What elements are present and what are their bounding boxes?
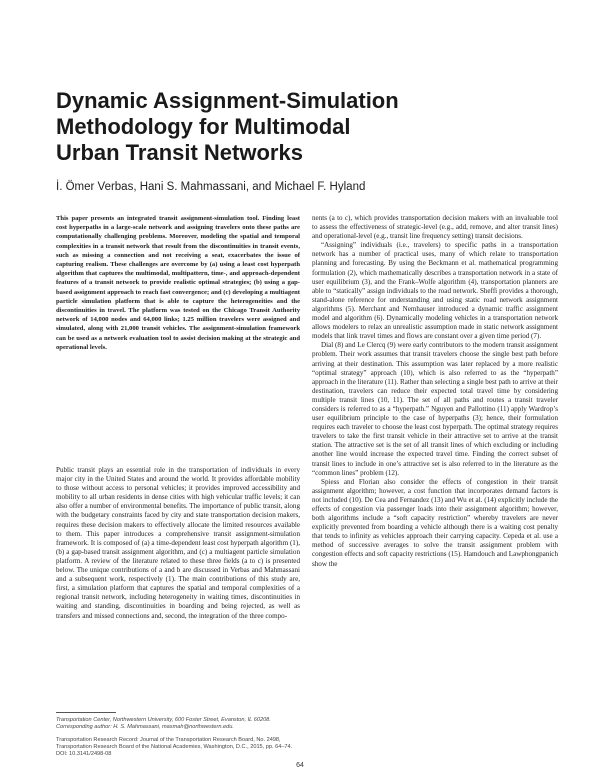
title-line-3: Urban Transit Networks [56,140,303,165]
author-list: İ. Ömer Verbas, Hani S. Mahmassani, and Michael F. Hyland [56,181,366,193]
body-paragraph: Dial (8) and Le Clercq (9) were early contributors to the modern transit assignment problem. Their work assumes that transit travelers choose the single best path before arriving at their destination. This assumption was later replaced by a more realistic “optimal strategy” approach (10), which is also referred to as the “hyperpath” approach in the literature (11). Rather than selecting a single best path to arrive at their destination, travelers can reduce their expected total travel time by considering multiple transit lines (10, 11). The set of all paths and routes a transit traveler considers is referred to as a “hyperpath.” Nguyen and Pallottino (11) apply Wardrop’s user equilibrium principle to the case of hyperpaths (3); hence, their formulation requires each traveler to choose the least cost hyperpath. The optimal strategy requires travelers to take the first transit vehicle in their attractive set to arrive at the transit station. The attractive set is the set of all transit lines of which excluding or including another line would increase the expected travel time. Finding the correct subset of transit lines to include in one’s attractive set is also referred to in the literature as the “common lines” problem (12). [312,341,558,477]
left-column-body [56,466,300,621]
right-column-body [312,214,558,569]
body-paragraph: Public transit plays an essential role in the transportation of individuals in every major city in the United States and around the world. It provides affordable mobility to those without access to personal vehicles; it provides improved accessibility and mobility to all urban residents in dense cities with high vehicular traffic levels; it can also offer a number of environmental benefits. The importance of public transit, along with the budgetary constraints faced by city and state transportation decision makers, requires these decision makers to effectively allocate the limited resources available to them. This paper introduces a comprehensive transit assignment-simulation framework. It is composed of (a) a time-dependent least cost hyperpath algorithm (1), (b) a gap-based transit assignment algorithm, and (c) a multiagent particle simulation platform. A review of the literature related to these three fields (a to c) is presented below. The unique contributions of a and b are discussed in Verbas and Mahmassani and a subsequent work, respectively (1). The main contributions of this study are, first, a simulation platform that captures the spatial and temporal complexities of a regional transit network, including heterogeneity in waiting times, discontinuities in waiting and standing, discontinuities in boarding and being rejected, as well as transfers and missed connections and, second, the integration of the three compo- [56,466,301,620]
body-paragraph: Spiess and Florian also consider the effects of congestion in their transit assignment algorithm; however, a cost function that incorporates demand factors is not included (10). De Cea and Fernandez (13) and Wu et al. (14) explicitly include the effects of congestion via passenger loads into their assignment algorithm; however, both algorithms include a “soft capacity restriction” whereby travelers are never explicitly prevented from boarding a vehicle although there is a waiting cost penalty that tends to infinity as vehicles approach their carrying capacity. Cepeda et al. use a method of successive averages to solve the transit assignment problem with congestion effects and soft capacity restrictions (15). Hamdouch and Lawphongpanich show the [312,477,558,568]
footnote-divider [56,712,116,713]
page-number: 64 [296,762,304,769]
affiliation-footnote: Transportation Center, Northwestern University, 600 Foster Street, Evanston, IL 60208. Corresponding author: H. S. Mahmassani, masmah@northwestern.edu. [56,717,271,731]
title-line-1: Dynamic Assignment-Simulation [56,88,399,113]
body-paragraph: nents (a to c), which provides transportation decision makers with an invaluable tool to assess the effectiveness of strategic-level (e.g., add, remove, and alter transit lines) and operational-level (e.g., transit line frequency setting) transit decisions. [312,214,558,241]
title-line-2: Methodology for Multimodal [56,114,351,139]
abstract: This paper presents an integrated transit assignment-simulation tool. Finding least cost hyperpaths in a large-scale network and assigning travelers onto these paths are computationally challenging problems. Moreover, modeling the spatial and temporal complexities in a transit network that result from the discontinuities in transit events, such as missing a connection and not receiving a seat, exacerbates the issue of capturing realism. These challenges are overcome by (a) using a least cost hyperpath algorithm that captures the multimodal, multipattern, time-, and approach-dependent features of a transit network to provide realistic optimal strategies; (b) using a gap-based assignment approach to reach fast convergence; and (c) developing a multiagent particle simulation platform that is able to capture the heterogeneities and the discontinuities in travel. The platform was tested on the Chicago Transit Authority network of 14,000 nodes and 64,000 links; 1.25 million travelers were assigned and simulated, along with 21,000 transit vehicles. The assignment-simulation framework can be used as a network evaluation tool to assist decision making at the strategic and operational levels. [56,215,300,351]
body-paragraph: “Assigning” individuals (i.e., travelers) to specific paths in a transportation network has a number of practical uses, many of which relate to transportation planning and forecasting. By using the Beckmann et al. mathematical programming formulation (2), which mathematically describes a transportation network in a state of user equilibrium (3), and the Frank–Wolfe algorithm (4), transportation planners are able to “statically” assign individuals to the road network. Sheffi provides a thorough, stand-alone reference for understanding and using static road network assignment algorithms (5). Merchant and Nemhauser introduced a dynamic traffic assignment model and algorithm (6). Dynamically modeling vehicles in a transportation network allows modelers to relax an unrealistic assumption made in static network assignment models that link travel times and flows are constant over a given time period (7). [312,241,558,341]
paper-title [56,88,526,166]
footnotes [56,717,300,763]
citation-footnote: Transportation Research Record: Journal of the Transportation Research Board, No. 2498, Transportation Research Board of the National Academies, Washington, D.C., 2015, pp. 64–74. DOI: 10.3141/2498-08 [56,736,293,758]
